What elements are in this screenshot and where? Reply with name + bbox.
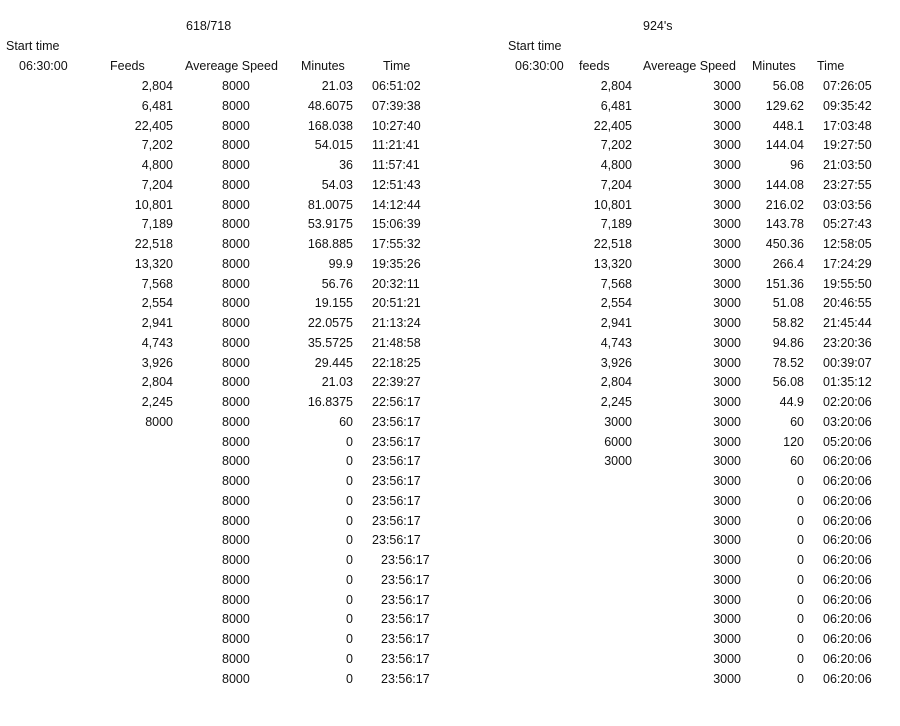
right-speed-cell: 3000 <box>713 572 741 587</box>
right-feeds-cell: 3,926 <box>600 355 632 370</box>
table-row <box>0 118 900 138</box>
left-minutes-cell: 19.155 <box>314 296 353 311</box>
left-header-feeds: Feeds <box>110 59 145 73</box>
right-minutes-cell: 56.08 <box>772 79 804 93</box>
left-feeds-cell: 22,405 <box>134 118 173 133</box>
left-time-cell: 23:56:17 <box>372 414 421 429</box>
right-time-cell: 06:20:06 <box>823 612 872 627</box>
left-time-cell: 11:21:41 <box>372 138 420 153</box>
right-speed-cell: 3000 <box>713 158 741 172</box>
right-speed-cell: 3000 <box>713 454 741 469</box>
right-feeds-cell: 22,405 <box>593 118 632 133</box>
table-row <box>0 651 900 671</box>
right-speed-cell: 3000 <box>713 474 741 488</box>
right-feeds-cell: 3000 <box>604 414 632 429</box>
right-speed-cell: 3000 <box>713 651 741 666</box>
right-feeds-cell: 3000 <box>604 454 632 469</box>
table-row <box>0 78 900 98</box>
left-speed-cell: 8000 <box>222 375 250 390</box>
left-minutes-cell: 0 <box>346 632 353 646</box>
left-header-time: Time <box>383 59 411 73</box>
left-feeds-cell: 4,800 <box>141 158 173 172</box>
left-feeds-cell: 7,202 <box>141 138 173 153</box>
left-minutes-cell: 168.885 <box>307 237 353 251</box>
left-speed-cell: 8000 <box>222 454 250 469</box>
right-speed-cell: 3000 <box>713 335 741 350</box>
left-feeds-cell: 10,801 <box>134 197 173 212</box>
right-feeds-cell: 6000 <box>604 434 632 449</box>
left-speed-cell: 8000 <box>222 256 250 271</box>
right-minutes-cell: 0 <box>797 632 804 646</box>
right-time-cell: 03:03:56 <box>823 197 872 212</box>
left-time-cell: 23:56:17 <box>372 493 421 508</box>
right-minutes-cell: 266.4 <box>772 256 804 271</box>
right-minutes-cell: 78.52 <box>772 355 804 370</box>
left-time-cell: 07:39:38 <box>372 98 421 113</box>
left-feeds-cell: 8000 <box>145 414 173 429</box>
left-speed-cell: 8000 <box>222 414 250 429</box>
left-start-time-label: Start time <box>6 39 60 53</box>
left-speed-cell: 8000 <box>222 217 250 232</box>
left-time-cell: 23:56:17 <box>372 533 421 548</box>
left-feeds-cell: 2,554 <box>141 296 173 311</box>
left-speed-cell: 8000 <box>222 395 250 409</box>
right-time-cell: 06:20:06 <box>823 533 872 548</box>
right-feeds-cell: 2,245 <box>600 395 632 409</box>
right-feeds-cell: 10,801 <box>593 197 632 212</box>
table-row <box>0 355 900 375</box>
right-time-cell: 03:20:06 <box>823 414 872 429</box>
left-minutes-cell: 16.8375 <box>307 395 353 409</box>
right-time-cell: 02:20:06 <box>823 395 872 409</box>
left-time-cell: 22:56:17 <box>372 395 421 409</box>
table-row <box>0 611 900 631</box>
left-minutes-cell: 29.445 <box>314 355 353 370</box>
left-minutes-cell: 168.038 <box>307 118 353 133</box>
left-speed-cell: 8000 <box>222 296 250 311</box>
left-speed-cell: 8000 <box>222 177 250 192</box>
left-time-cell: 23:56:17 <box>372 454 421 469</box>
left-speed-cell: 8000 <box>222 632 250 646</box>
right-speed-cell: 3000 <box>713 276 741 291</box>
right-speed-cell: 3000 <box>713 375 741 390</box>
right-time-cell: 19:55:50 <box>823 276 872 291</box>
table-row <box>0 216 900 236</box>
left-feeds-cell: 6,481 <box>141 98 173 113</box>
right-speed-cell: 3000 <box>713 493 741 508</box>
right-speed-cell: 3000 <box>713 414 741 429</box>
left-minutes-cell: 0 <box>346 493 353 508</box>
table-row <box>0 414 900 434</box>
right-time-cell: 21:03:50 <box>823 158 872 172</box>
left-minutes-cell: 36 <box>339 158 353 172</box>
left-minutes-cell: 81.0075 <box>307 197 353 212</box>
left-time-cell: 23:56:17 <box>381 632 430 646</box>
table-row <box>0 256 900 276</box>
table-row <box>0 552 900 572</box>
left-time-cell: 23:56:17 <box>372 474 421 488</box>
right-feeds-cell: 7,202 <box>600 138 632 153</box>
right-feeds-cell: 7,189 <box>600 217 632 232</box>
left-speed-cell: 8000 <box>222 335 250 350</box>
left-minutes-cell: 0 <box>346 651 353 666</box>
right-header-feeds: feeds <box>579 59 610 73</box>
left-minutes-cell: 0 <box>346 474 353 488</box>
left-feeds-cell: 13,320 <box>134 256 173 271</box>
right-speed-cell: 3000 <box>713 256 741 271</box>
right-minutes-cell: 450.36 <box>765 237 804 251</box>
right-time-cell: 06:20:06 <box>823 513 872 528</box>
right-speed-cell: 3000 <box>713 296 741 311</box>
right-time-cell: 06:20:06 <box>823 632 872 646</box>
right-speed-cell: 3000 <box>713 592 741 607</box>
right-speed-cell: 3000 <box>713 533 741 548</box>
left-time-cell: 23:56:17 <box>372 513 421 528</box>
table-row <box>0 473 900 493</box>
table-row <box>0 98 900 118</box>
right-speed-cell: 3000 <box>713 395 741 409</box>
left-minutes-cell: 60 <box>339 414 353 429</box>
right-minutes-cell: 144.04 <box>765 138 804 153</box>
table-row <box>0 157 900 177</box>
right-time-cell: 23:27:55 <box>823 177 872 192</box>
left-feeds-cell: 2,804 <box>141 79 173 93</box>
left-feeds-cell: 3,926 <box>141 355 173 370</box>
right-time-cell: 05:27:43 <box>823 217 872 232</box>
left-minutes-cell: 0 <box>346 553 353 567</box>
left-speed-cell: 8000 <box>222 533 250 548</box>
right-time-cell: 23:20:36 <box>823 335 872 350</box>
left-time-cell: 23:56:17 <box>381 612 430 627</box>
right-time-cell: 06:20:06 <box>823 651 872 666</box>
table-row <box>0 394 900 414</box>
left-feeds-cell: 2,941 <box>141 316 173 330</box>
right-feeds-cell: 2,941 <box>600 316 632 330</box>
right-time-cell: 06:20:06 <box>823 553 872 567</box>
right-minutes-cell: 151.36 <box>765 276 804 291</box>
right-minutes-cell: 0 <box>797 474 804 488</box>
right-minutes-cell: 44.9 <box>779 395 804 409</box>
right-time-cell: 17:03:48 <box>823 118 872 133</box>
right-start-time-label: Start time <box>508 39 562 53</box>
right-time-cell: 06:20:06 <box>823 592 872 607</box>
left-time-cell: 23:56:17 <box>381 572 430 587</box>
right-minutes-cell: 144.08 <box>765 177 804 192</box>
right-minutes-cell: 0 <box>797 592 804 607</box>
right-speed-cell: 3000 <box>713 237 741 251</box>
left-speed-cell: 8000 <box>222 79 250 93</box>
left-feeds-cell: 7,189 <box>141 217 173 232</box>
left-time-cell: 10:27:40 <box>372 118 421 133</box>
right-time-cell: 00:39:07 <box>823 355 872 370</box>
right-minutes-cell: 129.62 <box>765 98 804 113</box>
table-row <box>0 631 900 651</box>
table-row <box>0 197 900 217</box>
right-minutes-cell: 0 <box>797 671 804 686</box>
left-speed-cell: 8000 <box>222 572 250 587</box>
table-row <box>0 137 900 157</box>
left-time-cell: 22:18:25 <box>372 355 421 370</box>
left-minutes-cell: 0 <box>346 513 353 528</box>
right-minutes-cell: 56.08 <box>772 375 804 390</box>
left-start-time-value: 06:30:00 <box>19 59 68 73</box>
table-row <box>0 493 900 513</box>
left-speed-cell: 8000 <box>222 493 250 508</box>
right-time-cell: 06:20:06 <box>823 454 872 469</box>
left-speed-cell: 8000 <box>222 237 250 251</box>
left-speed-cell: 8000 <box>222 671 250 686</box>
left-feeds-cell: 4,743 <box>141 335 173 350</box>
right-time-cell: 06:20:06 <box>823 493 872 508</box>
left-speed-cell: 8000 <box>222 513 250 528</box>
left-time-cell: 15:06:39 <box>372 217 421 232</box>
left-minutes-cell: 0 <box>346 434 353 449</box>
left-time-cell: 11:57:41 <box>372 158 420 172</box>
left-speed-cell: 8000 <box>222 197 250 212</box>
left-minutes-cell: 21.03 <box>321 375 353 390</box>
left-minutes-cell: 48.6075 <box>307 98 353 113</box>
right-minutes-cell: 448.1 <box>772 118 804 133</box>
left-time-cell: 23:56:17 <box>381 671 430 686</box>
right-speed-cell: 3000 <box>713 177 741 192</box>
right-time-cell: 09:35:42 <box>823 98 872 113</box>
right-time-cell: 06:20:06 <box>823 671 872 686</box>
right-feeds-cell: 2,554 <box>600 296 632 311</box>
table-row <box>0 335 900 355</box>
left-minutes-cell: 99.9 <box>328 256 353 271</box>
left-minutes-cell: 21.03 <box>321 79 353 93</box>
left-speed-cell: 8000 <box>222 316 250 330</box>
right-feeds-cell: 7,568 <box>600 276 632 291</box>
left-speed-cell: 8000 <box>222 612 250 627</box>
right-minutes-cell: 96 <box>790 158 804 172</box>
right-time-cell: 12:58:05 <box>823 237 872 251</box>
left-time-cell: 20:51:21 <box>372 296 421 311</box>
right-time-cell: 06:20:06 <box>823 572 872 587</box>
left-header-minutes: Minutes <box>301 59 345 73</box>
table-row <box>0 453 900 473</box>
table-row <box>0 276 900 296</box>
right-minutes-cell: 216.02 <box>765 197 804 212</box>
right-feeds-cell: 13,320 <box>593 256 632 271</box>
left-speed-cell: 8000 <box>222 553 250 567</box>
right-header-minutes: Minutes <box>752 59 796 73</box>
right-minutes-cell: 94.86 <box>772 335 804 350</box>
right-minutes-cell: 0 <box>797 612 804 627</box>
left-speed-cell: 8000 <box>222 651 250 666</box>
right-speed-cell: 3000 <box>713 316 741 330</box>
left-minutes-cell: 54.03 <box>321 177 353 192</box>
left-speed-cell: 8000 <box>222 118 250 133</box>
right-time-cell: 21:45:44 <box>823 316 872 330</box>
right-speed-cell: 3000 <box>713 197 741 212</box>
right-speed-cell: 3000 <box>713 355 741 370</box>
left-time-cell: 12:51:43 <box>372 177 421 192</box>
table-row <box>0 295 900 315</box>
left-minutes-cell: 22.0575 <box>307 316 353 330</box>
left-speed-cell: 8000 <box>222 474 250 488</box>
left-minutes-cell: 54.015 <box>314 138 353 153</box>
left-time-cell: 23:56:17 <box>381 553 430 567</box>
right-minutes-cell: 58.82 <box>772 316 804 330</box>
right-minutes-cell: 143.78 <box>765 217 804 232</box>
left-time-cell: 23:56:17 <box>381 592 430 607</box>
right-speed-cell: 3000 <box>713 671 741 686</box>
left-header-speed: Avereage Speed <box>185 59 278 73</box>
right-speed-cell: 3000 <box>713 553 741 567</box>
table-row <box>0 177 900 197</box>
left-time-cell: 21:13:24 <box>372 316 421 330</box>
right-time-cell: 07:26:05 <box>823 79 872 93</box>
table-row <box>0 236 900 256</box>
right-speed-cell: 3000 <box>713 79 741 93</box>
left-minutes-cell: 0 <box>346 572 353 587</box>
left-speed-cell: 8000 <box>222 592 250 607</box>
right-start-time-value: 06:30:00 <box>515 59 564 73</box>
left-minutes-cell: 0 <box>346 671 353 686</box>
right-minutes-cell: 0 <box>797 553 804 567</box>
left-minutes-cell: 0 <box>346 533 353 548</box>
right-time-cell: 17:24:29 <box>823 256 872 271</box>
right-feeds-cell: 4,800 <box>600 158 632 172</box>
right-speed-cell: 3000 <box>713 98 741 113</box>
left-minutes-cell: 0 <box>346 592 353 607</box>
table-row <box>0 532 900 552</box>
table-row <box>0 513 900 533</box>
left-time-cell: 22:39:27 <box>372 375 421 390</box>
right-speed-cell: 3000 <box>713 217 741 232</box>
right-time-cell: 05:20:06 <box>823 434 872 449</box>
left-minutes-cell: 0 <box>346 454 353 469</box>
right-speed-cell: 3000 <box>713 138 741 153</box>
left-time-cell: 14:12:44 <box>372 197 421 212</box>
left-speed-cell: 8000 <box>222 138 250 153</box>
left-time-cell: 20:32:11 <box>372 276 420 291</box>
right-minutes-cell: 0 <box>797 572 804 587</box>
left-time-cell: 23:56:17 <box>381 651 430 666</box>
left-speed-cell: 8000 <box>222 158 250 172</box>
left-time-cell: 23:56:17 <box>372 434 421 449</box>
left-speed-cell: 8000 <box>222 98 250 113</box>
right-minutes-cell: 51.08 <box>772 296 804 311</box>
left-time-cell: 06:51:02 <box>372 79 421 93</box>
right-header-time: Time <box>817 59 845 73</box>
right-minutes-cell: 0 <box>797 533 804 548</box>
left-speed-cell: 8000 <box>222 276 250 291</box>
left-time-cell: 19:35:26 <box>372 256 421 271</box>
left-time-cell: 21:48:58 <box>372 335 421 350</box>
right-sheet-title: 924's <box>643 19 673 33</box>
right-time-cell: 01:35:12 <box>823 375 872 390</box>
table-row <box>0 592 900 612</box>
right-header-speed: Avereage Speed <box>643 59 736 73</box>
left-feeds-cell: 2,804 <box>141 375 173 390</box>
left-minutes-cell: 53.9175 <box>307 217 353 232</box>
right-minutes-cell: 60 <box>790 414 804 429</box>
right-minutes-cell: 60 <box>790 454 804 469</box>
left-feeds-cell: 7,568 <box>141 276 173 291</box>
right-minutes-cell: 0 <box>797 651 804 666</box>
left-minutes-cell: 56.76 <box>321 276 353 291</box>
table-row <box>0 315 900 335</box>
left-minutes-cell: 0 <box>346 612 353 627</box>
left-feeds-cell: 2,245 <box>141 395 173 409</box>
right-minutes-cell: 0 <box>797 513 804 528</box>
left-time-cell: 17:55:32 <box>372 237 421 251</box>
right-feeds-cell: 2,804 <box>600 375 632 390</box>
right-speed-cell: 3000 <box>713 434 741 449</box>
table-row <box>0 671 900 691</box>
right-feeds-cell: 6,481 <box>600 98 632 113</box>
left-speed-cell: 8000 <box>222 355 250 370</box>
left-speed-cell: 8000 <box>222 434 250 449</box>
left-feeds-cell: 7,204 <box>141 177 173 192</box>
table-row <box>0 374 900 394</box>
right-minutes-cell: 0 <box>797 493 804 508</box>
right-feeds-cell: 7,204 <box>600 177 632 192</box>
left-minutes-cell: 35.5725 <box>307 335 353 350</box>
left-feeds-cell: 22,518 <box>134 237 173 251</box>
right-feeds-cell: 22,518 <box>593 237 632 251</box>
right-speed-cell: 3000 <box>713 118 741 133</box>
right-speed-cell: 3000 <box>713 513 741 528</box>
right-time-cell: 20:46:55 <box>823 296 872 311</box>
right-time-cell: 06:20:06 <box>823 474 872 488</box>
right-speed-cell: 3000 <box>713 632 741 646</box>
table-row <box>0 572 900 592</box>
right-feeds-cell: 4,743 <box>600 335 632 350</box>
left-sheet-title: 618/718 <box>186 19 232 33</box>
table-row <box>0 434 900 454</box>
right-time-cell: 19:27:50 <box>823 138 872 153</box>
right-feeds-cell: 2,804 <box>600 79 632 93</box>
right-minutes-cell: 120 <box>783 434 804 449</box>
right-speed-cell: 3000 <box>713 612 741 627</box>
